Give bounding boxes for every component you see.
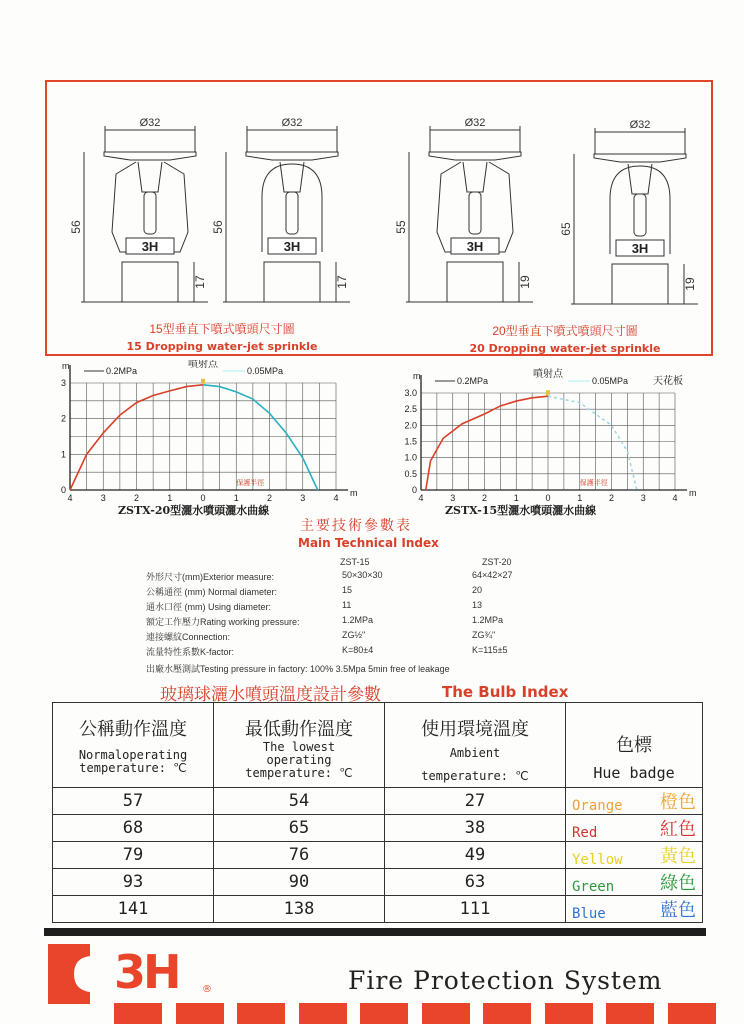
cell-nominal: 57	[53, 788, 214, 815]
tech-row-zst20: 64×42×27	[472, 570, 513, 580]
color-cn: 藍色	[660, 900, 696, 921]
header-ambient-en2: temperature: ℃	[421, 769, 529, 783]
tech-row-zst15: 11	[342, 600, 352, 610]
header-nominal-en1: Normaloperating	[78, 748, 188, 762]
caption-15-en: 15 Dropping water-jet sprinkle	[126, 340, 318, 353]
legend-high: 0.2MPa	[457, 376, 489, 386]
sprinkler-drawing	[559, 119, 698, 304]
x-tick-label: 4	[67, 493, 73, 503]
height-label: 55	[394, 220, 408, 234]
spray-curve-charts	[0, 360, 744, 520]
chart-title: ZSTX-20型灑水噴頭灑水曲線	[118, 504, 270, 517]
height-label: 56	[69, 220, 83, 234]
3h-logo	[44, 944, 224, 1004]
tech-row-label: 公稱通徑 (mm) Normal diameter:	[146, 587, 278, 597]
cell-nominal: 68	[53, 815, 214, 842]
tech-title-cn: 主要技術參數表	[300, 517, 412, 533]
cell-ambient: 63	[385, 869, 566, 896]
height-label: 56	[211, 220, 225, 234]
legend-low: 0.05MPa	[592, 376, 629, 386]
brand-stripe-block	[422, 1003, 470, 1024]
y-tick-label: 1.5	[404, 436, 417, 447]
tagline: Fire Protection System	[348, 966, 663, 995]
header-ambient-cn: 使用環境溫度	[421, 719, 529, 740]
sprinkler-drawing	[394, 117, 533, 302]
y-unit: m	[62, 361, 70, 371]
header-nominal-en2: temperature: ℃	[79, 761, 187, 775]
x-tick-label: 0	[200, 493, 206, 503]
tech-row-zst15: 15	[342, 585, 353, 595]
chart-title: ZSTX-15型灑水噴頭灑水曲線	[445, 504, 597, 517]
color-cn: 橙色	[660, 792, 696, 813]
header-badge-en: Hue badge	[593, 764, 675, 782]
tech-row-zst15: ZG½"	[342, 630, 366, 640]
3h-mark: 3H	[466, 239, 484, 254]
tech-row-label: 連接螺紋Connection:	[146, 632, 231, 642]
y-tick-label: 3.0	[404, 388, 417, 398]
bulb-index-table	[52, 702, 703, 923]
spray-curve-chart	[404, 367, 696, 517]
cell-lowest: 65	[214, 815, 385, 842]
tech-row-zst15: 50×30×30	[342, 570, 383, 580]
tech-testing: 出廠水壓測試Testing pressure in factory: 100% 3.5Mpa 5min free of leakage	[146, 664, 450, 674]
height-label: 65	[559, 222, 573, 236]
spray-curve-chart	[61, 360, 358, 517]
x-tick-label: 4	[672, 493, 678, 503]
header-ambient-en1: Ambient	[449, 746, 501, 760]
protection-radius-label: 保護半徑	[236, 480, 265, 487]
cell-hue-badge	[566, 842, 703, 869]
color-cn: 紅色	[660, 819, 696, 840]
spray-point-label: 噴射点	[188, 360, 218, 370]
series-0.05mpa	[548, 396, 637, 490]
table-header	[53, 703, 703, 788]
x-tick-label: 2	[481, 493, 488, 503]
x-tick-label: 1	[513, 493, 519, 503]
y-unit: m	[413, 371, 421, 381]
tech-row-zst20: K=115±5	[472, 645, 508, 655]
base-label: 19	[683, 277, 697, 291]
brand-stripe-block	[114, 1003, 162, 1024]
tech-row-zst20: 1.2MPa	[472, 615, 504, 625]
legend-low: 0.05MPa	[247, 366, 284, 376]
brand-stripe-block	[483, 1003, 531, 1024]
cell-nominal: 93	[53, 869, 214, 896]
tech-row-zst15: 1.2MPa	[342, 615, 374, 625]
bulb-title-cn: 玻璃球灑水噴頭溫度設計參數	[160, 685, 381, 704]
cell-nominal: 79	[53, 842, 214, 869]
y-tick-label: 2.5	[404, 404, 417, 415]
y-tick-label: 0.5	[404, 468, 417, 479]
x-tick-label: 3	[300, 493, 306, 503]
header-lowest-cn: 最低動作溫度	[245, 719, 353, 740]
table-row	[53, 896, 703, 923]
x-tick-label: 4	[333, 493, 339, 503]
color-en: Red	[572, 825, 598, 841]
tech-row-label: 額定工作壓力Rating working pressure:	[146, 617, 300, 627]
y-tick-label: 2.0	[404, 420, 417, 431]
ceiling-label: 天花板	[653, 376, 683, 387]
cell-lowest: 90	[214, 869, 385, 896]
color-en: Orange	[572, 798, 623, 814]
diameter-label: Ø32	[629, 119, 651, 131]
cell-ambient: 27	[385, 788, 566, 815]
tech-row-zst20: 13	[472, 600, 483, 610]
cell-hue-badge	[566, 815, 703, 842]
tech-title-en: Main Technical Index	[298, 536, 439, 550]
cell-nominal: 141	[53, 896, 214, 923]
caption-20-cn: 20型垂直下噴式噴頭尺寸圖	[492, 324, 638, 338]
tech-row-label: 通水口徑 (mm) Using diameter:	[146, 602, 272, 612]
sprinkler-drawing	[211, 117, 350, 302]
color-en: Yellow	[572, 852, 623, 868]
tech-row-label: 外形尺寸(mm)Exterior measure:	[146, 572, 275, 582]
brand-stripe-block	[606, 1003, 654, 1024]
x-tick-label: 1	[167, 493, 173, 503]
x-tick-label: 1	[577, 493, 583, 503]
header-nominal-cn: 公稱動作溫度	[79, 719, 187, 740]
cell-hue-badge	[566, 896, 703, 923]
3h-mark: 3H	[283, 239, 301, 254]
legend-high: 0.2MPa	[106, 366, 138, 376]
x-tick-label: 2	[266, 493, 273, 503]
x-tick-label: 2	[608, 493, 615, 503]
y-tick-label: 3	[60, 378, 66, 388]
cell-ambient: 38	[385, 815, 566, 842]
x-tick-label: 3	[100, 493, 106, 503]
color-cn: 綠色	[660, 873, 696, 894]
x-tick-label: 2	[133, 493, 140, 503]
brand-stripe-block	[545, 1003, 593, 1024]
tech-col-zst20: ZST-20	[482, 557, 512, 567]
sprinkler-drawings	[0, 0, 744, 360]
svg-text:3H: 3H	[114, 945, 179, 999]
x-tick-label: 3	[450, 493, 456, 503]
brand-stripe-block	[668, 1003, 716, 1024]
x-tick-label: 0	[545, 493, 551, 503]
bulb-title-en: The Bulb Index	[442, 683, 569, 701]
protection-radius-label: 保護半徑	[579, 480, 608, 487]
svg-text:®: ®	[202, 984, 212, 995]
spray-point-marker	[546, 390, 550, 395]
header-lowest-en3: temperature: ℃	[245, 766, 353, 780]
cell-lowest: 54	[214, 788, 385, 815]
x-tick-label: 4	[418, 493, 424, 503]
diameter-label: Ø32	[139, 117, 161, 129]
diameter-label: Ø32	[281, 117, 303, 129]
cell-lowest: 76	[214, 842, 385, 869]
header-lowest-en2: operating	[266, 753, 332, 767]
x-tick-label: 3	[640, 493, 646, 503]
tech-row-zst20: ZG¾"	[472, 630, 496, 640]
y-tick-label: 0	[60, 485, 66, 495]
sprinkler-drawing	[69, 117, 208, 302]
brand-stripe-block	[237, 1003, 285, 1024]
tech-col-zst15: ZST-15	[340, 557, 370, 567]
spray-point-marker	[201, 379, 205, 384]
x-unit: m	[689, 488, 697, 498]
cell-lowest: 138	[214, 896, 385, 923]
color-en: Green	[572, 879, 615, 895]
spray-point-label: 噴射点	[533, 369, 563, 380]
base-label: 17	[193, 275, 207, 289]
base-label: 19	[518, 275, 532, 289]
cell-ambient: 111	[385, 896, 566, 923]
tech-row-label: 流量特性系數K-factor:	[146, 647, 235, 657]
brand-stripe-block	[299, 1003, 347, 1024]
header-badge-cn: 色標	[616, 735, 652, 756]
table-row	[53, 842, 703, 869]
3h-mark: 3H	[631, 241, 649, 256]
table-row	[53, 788, 703, 815]
table-row	[53, 869, 703, 896]
tech-row-zst20: 20	[472, 585, 483, 595]
3h-mark: 3H	[141, 239, 159, 254]
series-0.2mpa	[426, 396, 548, 490]
header-lowest-en1: The lowest	[262, 740, 336, 754]
color-cn: 黃色	[660, 846, 696, 867]
x-tick-label: 1	[233, 493, 239, 503]
caption-15-cn: 15型垂直下噴式噴頭尺寸圖	[149, 322, 295, 336]
diameter-label: Ø32	[464, 117, 486, 129]
table-row	[53, 815, 703, 842]
y-tick-label: 2	[60, 413, 66, 424]
y-tick-label: 1	[60, 449, 66, 460]
caption-20-en: 20 Dropping water-jet sprinkle	[469, 342, 661, 355]
tech-row-zst15: K=80±4	[342, 645, 374, 655]
brand-stripe-block	[360, 1003, 408, 1024]
cell-ambient: 49	[385, 842, 566, 869]
cell-hue-badge	[566, 869, 703, 896]
cell-hue-badge	[566, 788, 703, 815]
color-en: Blue	[572, 906, 606, 922]
base-label: 17	[335, 275, 349, 289]
footer-divider	[44, 928, 706, 936]
y-tick-label: 0	[411, 485, 417, 495]
x-unit: m	[350, 488, 358, 498]
brand-stripe-block	[176, 1003, 224, 1024]
y-tick-label: 1.0	[404, 452, 417, 463]
